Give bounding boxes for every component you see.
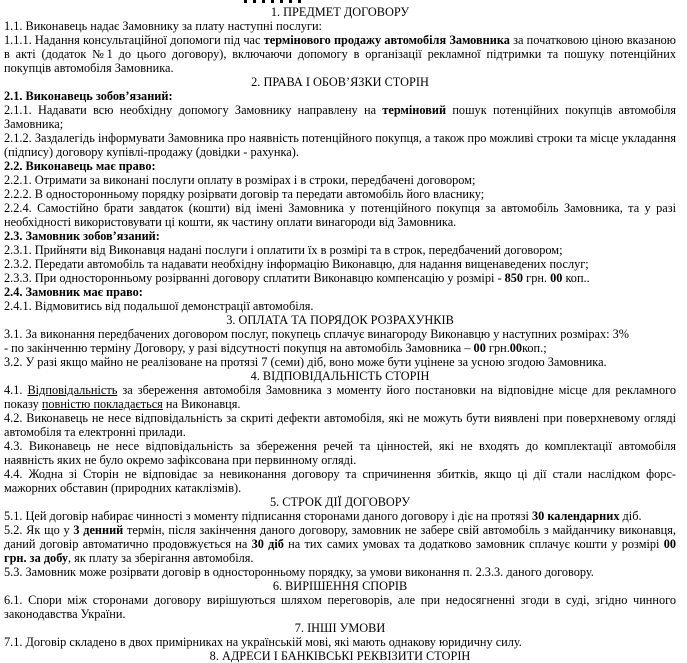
clause-1-1: 1.1. Виконавець надає Замовнику за плату наступні послуги: — [4, 19, 322, 33]
clause-4-1: 4.1. Відповідальність за збереження автомобіля Замовника з моменту його постановки на відповідне місце для рекламного показу повністю покладається на Виконавця. — [4, 383, 676, 411]
section-2-title: 2. ПРАВА І ОБОВ’ЯЗКИ СТОРІН — [251, 75, 429, 89]
clause-2-2-1: 2.2.1. Отримати за виконані послуги оплату в розмірах і в строки, передбачені договором; — [4, 173, 476, 187]
clause-2-3-1: 2.3.1. Прийняти від Виконавця надані послуги і оплатити їх в розмірі та в строк, передбачений договором; — [4, 243, 563, 257]
subheading-2-4: 2.4. Замовник має право: — [4, 285, 143, 299]
clause-2-2-2: 2.2.2. В односторонньому порядку розірвати договір та передати автомобіль його власнику; — [4, 187, 485, 201]
clause-5-2: 5.2. Як що у 3 денний термін, після закінчення даного договору, замовник не забере свій автомобіль з майданчику виконавця, даний договір автоматично продовжується на 30 діб на тих самих умовах та додатково замовник сплачує кошти у розмірі 00 грн. за добу, як плату за зберігання автомобіля. — [4, 523, 677, 565]
clause-6-1: 6.1. Спори між сторонами договору вирішуються шляхом переговорів, але при недосягненні згоди в суді, згідно чинного законодавства України. — [4, 593, 676, 621]
contract-document — [4, 0, 676, 663]
section-7-title: 7. ІНШІ УМОВИ — [294, 621, 386, 635]
section-5-title: 5. СТРОК ДІЇ ДОГОВОРУ — [269, 495, 411, 509]
subheading-2-1: 2.1. Виконавець зобов’язаний: — [4, 89, 173, 103]
clause-2-3-3: 2.3.3. При односторонньому розірванні договору сплатити Виконавцю компенсацію у розмірі - 850 грн. 00 коп.. — [4, 271, 590, 285]
clause-5-1: 5.1. Цей договір набирає чинності з моменту підписання сторонами даного договору і діє на протязі 30 календарних діб. — [4, 509, 642, 523]
section-3-title: 3. ОПЛАТА ТА ПОРЯДОК РОЗРАХУНКІВ — [226, 313, 454, 327]
clause-3-1: 3.1. За виконання передбачених договором послуг, покупець сплачує винагороду Виконавцю у наступних розмірах: 3% — [4, 327, 630, 341]
section-6-title: 6. ВИРІШЕННЯ СПОРІВ — [272, 579, 408, 593]
clause-2-1-1: 2.1.1. Надавати всю необхідну допомогу Замовнику направлену на терміновий пошук потенційних покупців автомобіля Замовника; — [4, 103, 676, 131]
clause-2-2-4: 2.2.4. Самостійно брати завдаток (кошти) від імені Замовника у потенційного покупця за автомобіль Замовника, та у разі необхідності використовувати ці кошти, як частину оплати винагороди від Замовника. — [4, 201, 676, 229]
subheading-2-3: 2.3. Замовник зобов’язаний: — [4, 229, 160, 243]
clause-1-1-1: 1.1.1. Надання консультаційної допомоги під час термінового продажу автомобіля Замовника за початковою ціною вказаною в акті (додаток №1 до цього договору), включаючи допомогу в організації рекламної підтримки та пошуку потенційних покупців автомобіля Замовника. — [4, 33, 676, 75]
clause-3-2: 3.2. У разі якщо майно не реалізоване на протязі 7 (семи) діб, воно може бути уцінене за усною згодою Замовника. — [4, 355, 607, 369]
clause-4-2: 4.2. Виконавець не несе відповідальність за скриті дефекти автомобіля, які не можуть бути виявлені при поверхневому огляді автомобіля та електронні прилади. — [4, 411, 676, 439]
section-8-title: 8. АДРЕСИ І БАНКІВСЬКІ РЕКВІЗИТИ СТОРІН — [209, 649, 471, 663]
subheading-2-2: 2.2. Виконавець має право: — [4, 159, 156, 173]
clause-2-1-2: 2.1.2. Заздалегідь інформувати Замовника про наявність потенційного покупця, а також про можливі строки та місце укладання (підпису) договору купівлі-продажу (довідки - рахунка). — [4, 131, 676, 159]
clause-4-4: 4.4. Жодна зі Сторін не відповідає за невиконання договору та спричинення збитків, якщо ці дії стали наслідком форс-мажорних обставин (природних катаклізмів). — [4, 467, 676, 495]
clause-3-1-continued: - по закінченню терміну Договору, у разі відсутності покупця на автомобіль Замовника – 00 грн.00коп.; — [4, 341, 547, 355]
clause-4-3: 4.3. Виконавець не несе відповідальність за збереження речей та цінностей, які не входять до комплектації автомобіля наявність яких не було окремо зафіксована при первинному огляді. — [4, 439, 676, 467]
clause-5-3: 5.3. Замовник може розірвати договір в односторонньому порядку, за умови виконання п. 2.3.3. даного договору. — [4, 565, 594, 579]
clause-7-1: 7.1. Договір складено в двох примірниках на українській мові, які мають однакову юридичну силу. — [4, 635, 522, 649]
clause-2-3-2: 2.3.2. Передати автомобіль та надавати необхідну інформацію Виконавцю, для надання вищенаведених послуг; — [4, 257, 589, 271]
section-4-title: 4. ВІДПОВІДАЛЬНІСТЬ СТОРІН — [250, 369, 430, 383]
section-1-title: 1. ПРЕДМЕТ ДОГОВОРУ — [270, 5, 410, 19]
clause-2-4-1: 2.4.1. Відмовитись від подальшої демонстрації автомобіля. — [4, 299, 314, 313]
